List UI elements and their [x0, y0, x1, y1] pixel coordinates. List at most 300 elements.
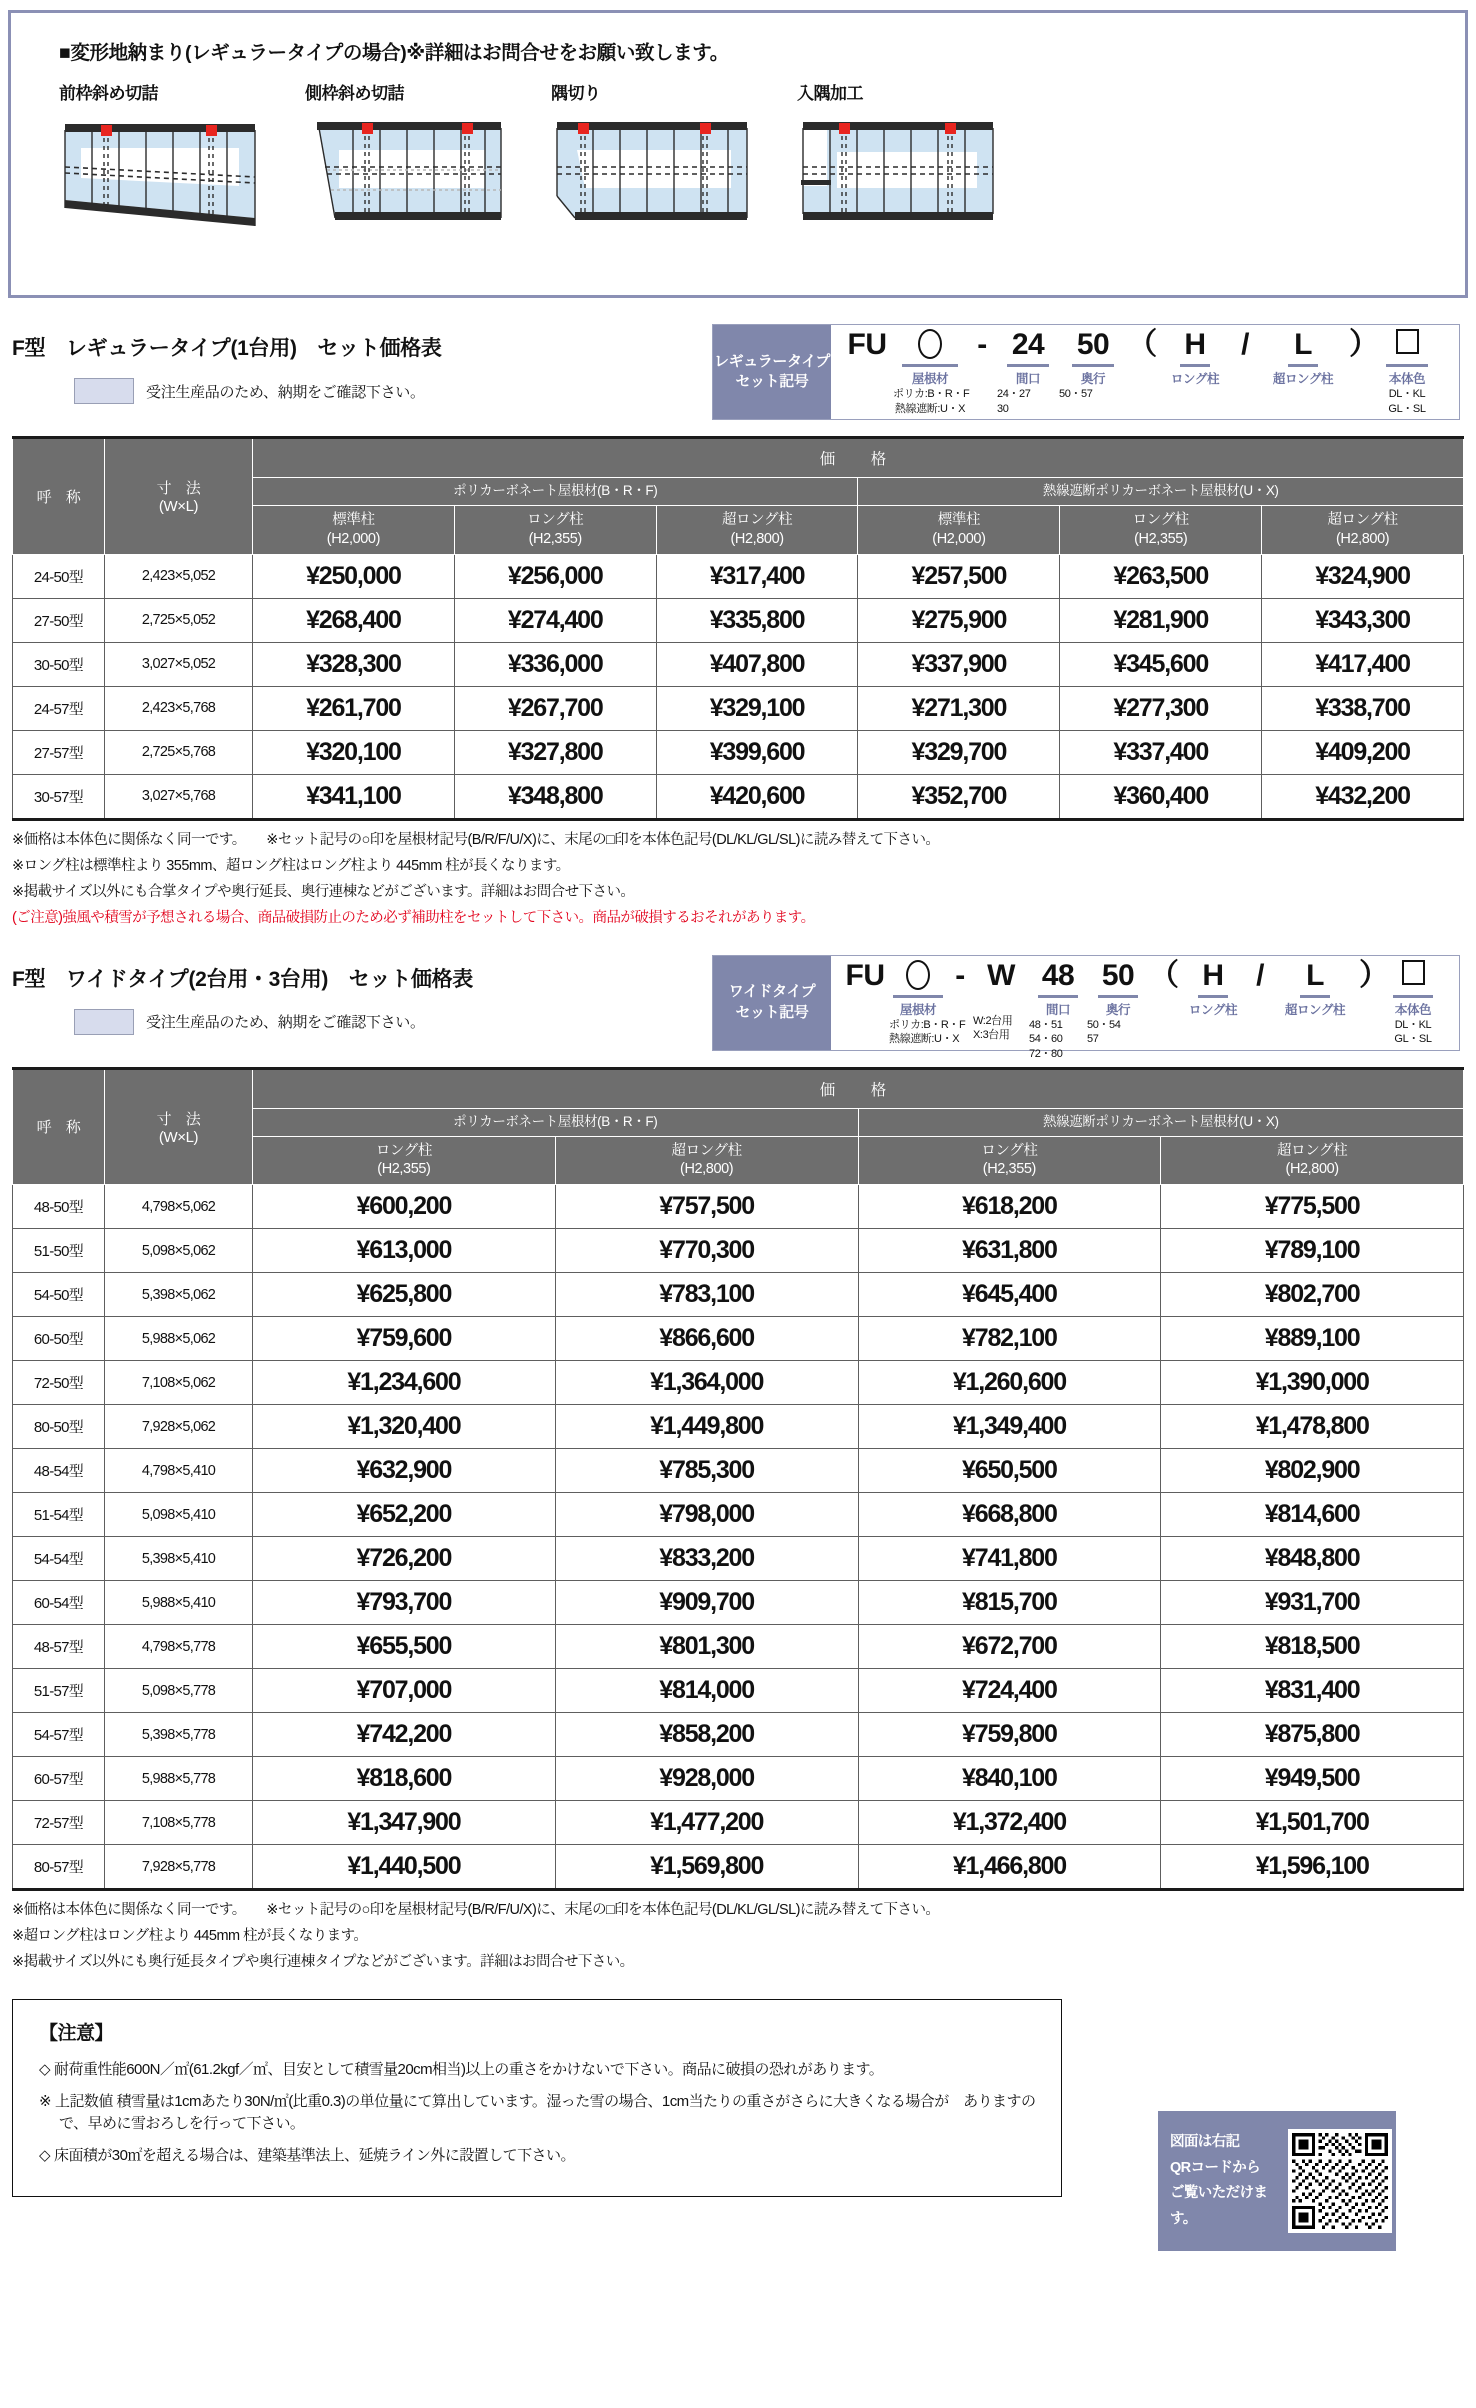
setcode-prefix-col: [841, 329, 893, 363]
th-col-label: 標準柱: [332, 511, 375, 528]
row-price-cell: ¥1,501,700: [1161, 1801, 1464, 1845]
setcode-w-letter: W: [987, 958, 1015, 992]
row-price-cell: ¥1,260,600: [858, 1361, 1161, 1405]
row-price-cell: ¥1,372,400: [858, 1801, 1161, 1845]
setcode-prefix: FU: [845, 958, 885, 992]
table-row: [13, 686, 1464, 730]
setcode-dash: -: [955, 958, 965, 992]
table-row: [13, 774, 1464, 819]
wide-price-table: [12, 1067, 1464, 1892]
setcode-paren-open-col: [1149, 960, 1177, 994]
setcode-long-col: [1157, 329, 1233, 387]
setcode-w-sub1: W:2台用: [973, 1014, 1013, 1027]
row-price-cell: ¥889,100: [1161, 1317, 1464, 1361]
row-model-name: 54-57型: [13, 1713, 105, 1757]
row-price-cell: ¥250,000: [253, 554, 455, 598]
row-price-cell: ¥672,700: [858, 1625, 1161, 1669]
row-price-cell: ¥757,500: [555, 1185, 858, 1229]
th-col-height: (H2,800): [1285, 1161, 1339, 1178]
row-price-cell: ¥724,400: [858, 1669, 1161, 1713]
diagram-label: 側枠斜め切詰: [305, 84, 404, 103]
setcode-w-col: [973, 960, 1029, 1044]
row-dimensions: 2,725×5,768: [105, 730, 253, 774]
row-price-cell: ¥257,500: [858, 554, 1060, 598]
row-price-cell: ¥949,500: [1161, 1757, 1464, 1801]
row-price-cell: ¥328,300: [253, 642, 455, 686]
setcode-color-square: [1375, 329, 1439, 363]
note-line: ※ロング柱は標準柱より 355mm、超ロング柱はロング柱より 445mm 柱が長くなります。: [12, 857, 570, 874]
diagram-label: 入隅加工: [797, 84, 863, 103]
row-model-name: 48-54型: [13, 1449, 105, 1493]
qr-line3: ご覧いただけます。: [1170, 2185, 1268, 2227]
regular-table-body: [13, 554, 1464, 819]
wide-notes: [12, 1900, 1464, 1973]
wide-setcode-box: [712, 955, 1460, 1061]
qr-code-icon[interactable]: [1288, 2129, 1392, 2233]
row-dimensions: 7,928×5,062: [105, 1405, 253, 1449]
th-col-5: [1262, 505, 1464, 554]
row-price-cell: ¥324,900: [1262, 554, 1464, 598]
row-dimensions: 3,027×5,052: [105, 642, 253, 686]
th-dim-line1: 寸 法: [156, 1110, 201, 1128]
caution-bullet: ◇: [39, 2146, 50, 2164]
table-row: [13, 730, 1464, 774]
setcode-tag-line2: セット記号: [735, 1003, 809, 1021]
row-price-cell: ¥268,400: [253, 598, 455, 642]
table-row: [13, 642, 1464, 686]
qr-text: [1170, 2130, 1288, 2232]
row-model-name: 60-54型: [13, 1581, 105, 1625]
setcode-superlong-label: 超ロング柱: [1284, 1002, 1346, 1017]
row-price-cell: ¥782,100: [858, 1317, 1161, 1361]
setcode-superlong-col: [1257, 329, 1349, 387]
th-name: 呼 称: [13, 1068, 105, 1185]
row-price-cell: ¥277,300: [1060, 686, 1262, 730]
note-line: ※超ロング柱はロング柱より 445mm 柱が長くなります。: [12, 1928, 368, 1945]
regular-section-title: F型 レギュラータイプ(1台用) セット価格表: [12, 337, 442, 360]
th-col-1: [555, 1136, 858, 1185]
table-row: [13, 1625, 1464, 1669]
th-col-label: 標準柱: [937, 511, 981, 528]
note-line: ※価格は本体色に関係なく同一です。 ※セット記号の○印を屋根材記号(B/R/F/U/X)に、末尾の□印を本体色記号(DL/KL/GL/SL)に読み替えて下さい。: [12, 1902, 940, 1919]
caution-box: [12, 1999, 1062, 2197]
setcode-maguchi-value: 24: [1011, 328, 1045, 361]
row-price-cell: ¥256,000: [454, 554, 656, 598]
setcode-paren-open: （: [1149, 958, 1179, 992]
wide-section-title: F型 ワイドタイプ(2台用・3台用) セット価格表: [12, 967, 473, 991]
caution-title: 【注意】: [39, 2023, 114, 2045]
row-price-cell: ¥338,700: [1262, 686, 1464, 730]
row-price-cell: ¥833,200: [555, 1537, 858, 1581]
setcode-color-label: 本体色: [1388, 372, 1426, 386]
row-price-cell: ¥866,600: [555, 1317, 858, 1361]
bottom-area: [12, 1999, 1464, 2251]
caution-bullet: ※: [39, 2092, 52, 2110]
th-col-3: [1161, 1136, 1464, 1185]
setcode-roof-col: [893, 329, 970, 417]
setcode-color-square: [1383, 960, 1443, 994]
row-price-cell: ¥928,000: [555, 1757, 858, 1801]
row-model-name: 51-50型: [13, 1229, 105, 1273]
setcode-color-sub2: GL・SL: [1394, 1033, 1432, 1046]
setcode-tag-line1: ワイドタイプ: [728, 983, 816, 1001]
row-price-cell: ¥348,800: [454, 774, 656, 819]
regular-setcode-box: [712, 324, 1460, 420]
setcode-roof-sub1: ポリカ:B・R・F: [893, 388, 970, 400]
row-price-cell: ¥281,900: [1060, 598, 1262, 642]
regular-legend: [74, 378, 712, 404]
row-model-name: 80-50型: [13, 1405, 105, 1449]
row-price-cell: ¥274,400: [454, 598, 656, 642]
th-dim: [105, 1068, 253, 1185]
note-line: ※掲載サイズ以外にも合掌タイプや奥行延長、奥行連棟などがございます。詳細はお問合せ下さい。: [12, 883, 635, 900]
th-dim-line1: 寸 法: [156, 480, 201, 498]
row-price-cell: ¥271,300: [858, 686, 1060, 730]
setcode-rule: [1038, 995, 1078, 998]
qr-line2: QRコードから: [1170, 2159, 1261, 2176]
row-price-cell: ¥650,500: [858, 1449, 1161, 1493]
setcode-okuyuki-sub2: 57: [1087, 1033, 1099, 1046]
setcode-tag-line1: レギュラータイプ: [713, 352, 831, 370]
made-to-order-swatch: [74, 378, 134, 404]
table-row: [13, 1185, 1464, 1229]
row-price-cell: ¥341,100: [253, 774, 455, 819]
square-placeholder-icon: [1396, 329, 1419, 354]
diagram-item-front-frame-diagonal: [59, 79, 305, 243]
table-row: [13, 1801, 1464, 1845]
setcode-long-col: [1177, 960, 1249, 1018]
th-price-group: 価 格: [253, 438, 1464, 478]
setcode-superlong-col: [1271, 960, 1359, 1018]
setcode-dash-col: [967, 329, 997, 363]
setcode-okuyuki-col: [1087, 960, 1149, 1048]
row-price-cell: ¥848,800: [1161, 1537, 1464, 1581]
th-group-heat: 熱線遮断ポリカーボネート屋根材(U・X): [858, 478, 1464, 506]
setcode-h-value: H: [1184, 328, 1206, 361]
row-price-cell: ¥909,700: [555, 1581, 858, 1625]
row-price-cell: ¥793,700: [253, 1581, 556, 1625]
setcode-okuyuki-sub1: 50・57: [1059, 388, 1093, 400]
row-price-cell: ¥1,347,900: [253, 1801, 556, 1845]
setcode-roof-label: 屋根材: [911, 372, 949, 386]
qr-block[interactable]: [1158, 2111, 1396, 2251]
circle-placeholder-icon: [918, 329, 942, 359]
setcode-maguchi-col: [997, 329, 1059, 417]
catalog-page: [0, 10, 1476, 2261]
diagram-list: [59, 79, 1447, 243]
th-col-label: ロング柱: [527, 511, 584, 528]
row-model-name: 51-54型: [13, 1493, 105, 1537]
row-price-cell: ¥343,300: [1262, 598, 1464, 642]
setcode-paren-close: ）: [1359, 958, 1389, 992]
setcode-maguchi-value: 48: [1041, 958, 1075, 992]
row-price-cell: ¥775,500: [1161, 1185, 1464, 1229]
th-col-label: ロング柱: [375, 1142, 432, 1159]
row-price-cell: ¥275,900: [858, 598, 1060, 642]
row-model-name: 30-57型: [13, 774, 105, 819]
th-col-label: ロング柱: [1132, 511, 1189, 528]
setcode-w-spacer: [973, 1000, 1029, 1014]
setcode-prefix-col: [841, 960, 889, 994]
row-dimensions: 5,098×5,410: [105, 1493, 253, 1537]
row-dimensions: 7,928×5,778: [105, 1845, 253, 1890]
row-price-cell: ¥742,200: [253, 1713, 556, 1757]
row-price-cell: ¥818,500: [1161, 1625, 1464, 1669]
row-model-name: 54-50型: [13, 1273, 105, 1317]
table-row: [13, 1581, 1464, 1625]
setcode-rule: [1393, 995, 1433, 998]
row-price-cell: ¥1,449,800: [555, 1405, 858, 1449]
row-dimensions: 4,798×5,778: [105, 1625, 253, 1669]
setcode-l-value: L: [1306, 958, 1324, 992]
row-model-name: 48-50型: [13, 1185, 105, 1229]
table-row: [13, 1757, 1464, 1801]
setcode-rule: [902, 364, 958, 367]
row-price-cell: ¥263,500: [1060, 554, 1262, 598]
row-price-cell: ¥613,000: [253, 1229, 556, 1273]
setcode-roof-circle: [893, 329, 967, 363]
row-price-cell: ¥337,900: [858, 642, 1060, 686]
table-row: [13, 1273, 1464, 1317]
caution-bullet: ◇: [39, 2061, 50, 2079]
row-dimensions: 5,098×5,778: [105, 1669, 253, 1713]
table-row: [13, 1669, 1464, 1713]
qr-code-svg: [1292, 2133, 1388, 2229]
row-price-cell: ¥1,478,800: [1161, 1405, 1464, 1449]
regular-section-left: [12, 324, 712, 404]
row-dimensions: 5,988×5,062: [105, 1317, 253, 1361]
setcode-maguchi-sub3: 72・80: [1029, 1048, 1063, 1061]
setcode-roof-sub2: 熱線遮断:U・X: [889, 1033, 960, 1046]
setcode-rule: [1007, 364, 1049, 367]
table-row: [13, 1845, 1464, 1890]
row-model-name: 72-50型: [13, 1361, 105, 1405]
row-price-cell: ¥360,400: [1060, 774, 1262, 819]
diagram-item-corner-cut: [551, 79, 797, 243]
setcode-slash: /: [1241, 328, 1249, 361]
row-model-name: 72-57型: [13, 1801, 105, 1845]
setcode-long-label: ロング柱: [1188, 1002, 1238, 1017]
wide-setcode-body: [831, 956, 1459, 1061]
setcode-color-col: [1375, 329, 1439, 417]
th-col-2: [858, 1136, 1161, 1185]
th-col-0: [253, 505, 455, 554]
row-model-name: 80-57型: [13, 1845, 105, 1890]
carport-plan-side-diagonal-icon: [305, 112, 505, 238]
setcode-okuyuki-value: 50: [1101, 958, 1135, 992]
setcode-roof-label: 屋根材: [899, 1002, 937, 1017]
table-row: [13, 1537, 1464, 1581]
row-dimensions: 2,423×5,768: [105, 686, 253, 730]
th-col-height: (H2,355): [1134, 530, 1188, 547]
row-price-cell: ¥741,800: [858, 1537, 1161, 1581]
row-price-cell: ¥652,200: [253, 1493, 556, 1537]
setcode-prefix: FU: [847, 328, 887, 361]
carport-plan-front-diagonal-icon: [59, 112, 259, 238]
row-price-cell: ¥798,000: [555, 1493, 858, 1537]
row-price-cell: ¥789,100: [1161, 1229, 1464, 1273]
setcode-roof-circle: [889, 960, 947, 994]
row-dimensions: 5,398×5,062: [105, 1273, 253, 1317]
th-col-label: 超ロング柱: [721, 511, 793, 528]
th-group-poly: ポリカーボネート屋根材(B・R・F): [253, 1108, 859, 1136]
table-row: [13, 1361, 1464, 1405]
row-dimensions: 2,725×5,052: [105, 598, 253, 642]
row-price-cell: ¥783,100: [555, 1273, 858, 1317]
row-model-name: 54-54型: [13, 1537, 105, 1581]
setcode-tag-line2: セット記号: [735, 373, 809, 390]
caution-line: ※ 上記数値 積雪量は1cmあたり30N/㎡(比重0.3)の単位量にて算出しています。湿った雪の場合、1cm当たりの重さがさらに大きくなる場合が ありますので、早めに雪おろしを行って下さい。: [39, 2092, 1036, 2133]
th-col-label: 超ロング柱: [1327, 511, 1398, 528]
table-row: [13, 1229, 1464, 1273]
row-dimensions: 4,798×5,410: [105, 1449, 253, 1493]
row-price-cell: ¥1,466,800: [858, 1845, 1161, 1890]
row-price-cell: ¥858,200: [555, 1713, 858, 1757]
setcode-rule: [1386, 364, 1428, 367]
row-price-cell: ¥1,320,400: [253, 1405, 556, 1449]
th-dim-line2: (W×L): [158, 1128, 199, 1146]
th-col-3: [858, 505, 1060, 554]
setcode-okuyuki-col: [1059, 329, 1127, 402]
row-dimensions: 5,398×5,410: [105, 1537, 253, 1581]
row-price-cell: ¥802,900: [1161, 1449, 1464, 1493]
regular-notes: [12, 830, 1464, 929]
row-price-cell: ¥1,596,100: [1161, 1845, 1464, 1890]
setcode-dash: -: [977, 328, 987, 361]
regular-price-table: [12, 436, 1464, 821]
th-col-height: (H2,355): [982, 1161, 1036, 1178]
circle-placeholder-icon: [906, 960, 930, 990]
setcode-roof-col: [889, 960, 966, 1048]
table-row: [13, 554, 1464, 598]
setcode-color-sub2: GL・SL: [1388, 402, 1426, 415]
row-price-cell: ¥327,800: [454, 730, 656, 774]
carport-plan-corner-cut-icon: [551, 112, 751, 238]
table-row: [13, 1449, 1464, 1493]
row-price-cell: ¥420,600: [656, 774, 858, 819]
row-price-cell: ¥655,500: [253, 1625, 556, 1669]
row-price-cell: ¥417,400: [1262, 642, 1464, 686]
diagram-panel-heading: ■変形地納まり(レギュラータイプの場合)※詳細はお問合せをお願い致します。: [59, 42, 729, 64]
setcode-rule: [1180, 364, 1210, 367]
row-price-cell: ¥815,700: [858, 1581, 1161, 1625]
row-price-cell: ¥875,800: [1161, 1713, 1464, 1757]
setcode-w-sub2: X:3台用: [973, 1029, 1010, 1042]
row-price-cell: ¥345,600: [1060, 642, 1262, 686]
th-col-height: (H2,000): [326, 530, 381, 547]
setcode-h-value: H: [1202, 958, 1224, 992]
setcode-roof-sub2: 熱線遮断:U・X: [894, 402, 966, 415]
setcode-long-label: ロング柱: [1170, 372, 1220, 386]
row-price-cell: ¥931,700: [1161, 1581, 1464, 1625]
row-price-cell: ¥759,600: [253, 1317, 556, 1361]
diagram-item-inner-corner: [797, 79, 1043, 243]
regular-setcode-body: [831, 325, 1459, 419]
row-price-cell: ¥407,800: [656, 642, 858, 686]
made-to-order-note: 受注生産品のため、納期をご確認下さい。: [146, 1014, 425, 1032]
row-price-cell: ¥1,349,400: [858, 1405, 1161, 1449]
caution-line: ◇ 床面積が30㎡を超える場合は、建築基準法上、延焼ライン外に設置して下さい。: [39, 2146, 575, 2164]
setcode-paren-close: ）: [1349, 328, 1379, 361]
row-price-cell: ¥831,400: [1161, 1669, 1464, 1713]
row-dimensions: 2,423×5,052: [105, 554, 253, 598]
setcode-paren-close-col: [1349, 328, 1379, 363]
setcode-dash-col: [947, 960, 973, 994]
row-dimensions: 5,988×5,410: [105, 1581, 253, 1625]
row-price-cell: ¥814,600: [1161, 1493, 1464, 1537]
setcode-slash-col: [1249, 960, 1271, 994]
table-row: [13, 1317, 1464, 1361]
row-dimensions: 5,988×5,778: [105, 1757, 253, 1801]
row-price-cell: ¥668,800: [858, 1493, 1161, 1537]
th-col-label: 超ロング柱: [671, 1142, 742, 1159]
setcode-color-label: 本体色: [1394, 1002, 1432, 1017]
setcode-slash: /: [1256, 958, 1264, 992]
setcode-slash-col: [1233, 329, 1257, 363]
setcode-maguchi-label: 間口: [1015, 372, 1041, 386]
th-col-1: [454, 505, 656, 554]
setcode-paren-open: （: [1127, 328, 1157, 361]
row-dimensions: 7,108×5,778: [105, 1801, 253, 1845]
th-dim-line2: (W×L): [158, 498, 199, 516]
setcode-maguchi-sub2: 30: [997, 402, 1009, 415]
setcode-color-col: [1383, 960, 1443, 1048]
setcode-paren-close-col: [1359, 958, 1389, 994]
row-price-cell: ¥399,600: [656, 730, 858, 774]
caution-line: ◇ 耐荷重性能600N／㎡(61.2kgf／㎡、目安として積雪量20cm相当)以上の重さをかけないで下さい。商品に破損の恐れがあります。: [39, 2061, 884, 2079]
row-price-cell: ¥432,200: [1262, 774, 1464, 819]
setcode-okuyuki-label: 奥行: [1080, 372, 1106, 386]
table-row: [13, 598, 1464, 642]
row-dimensions: 7,108×5,062: [105, 1361, 253, 1405]
made-to-order-swatch: [74, 1009, 134, 1035]
th-name: 呼 称: [13, 438, 105, 555]
row-price-cell: ¥618,200: [858, 1185, 1161, 1229]
th-col-height: (H2,000): [932, 530, 986, 547]
row-price-cell: ¥818,600: [253, 1757, 556, 1801]
diagram-item-side-frame-diagonal: [305, 79, 551, 243]
th-col-0: [253, 1136, 556, 1185]
row-price-cell: ¥1,234,600: [253, 1361, 556, 1405]
row-price-cell: ¥409,200: [1262, 730, 1464, 774]
row-model-name: 27-57型: [13, 730, 105, 774]
note-line: ※掲載サイズ以外にも奥行延長タイプや奥行連棟タイプなどがございます。詳細はお問合せ下さい。: [12, 1954, 634, 1971]
row-price-cell: ¥320,100: [253, 730, 455, 774]
th-col-height: (H2,355): [377, 1161, 431, 1178]
th-dim: [105, 438, 253, 555]
note-line: ※価格は本体色に関係なく同一です。 ※セット記号の○印を屋根材記号(B/R/F/U/X)に、末尾の□印を本体色記号(DL/KL/GL/SL)に読み替えて下さい。: [12, 831, 940, 848]
th-col-height: (H2,355): [528, 530, 582, 547]
row-price-cell: ¥802,700: [1161, 1273, 1464, 1317]
row-price-cell: ¥631,800: [858, 1229, 1161, 1273]
regular-setcode-line: [841, 329, 1453, 417]
row-price-cell: ¥261,700: [253, 686, 455, 730]
setcode-l-value: L: [1294, 328, 1312, 361]
row-price-cell: ¥801,300: [555, 1625, 858, 1669]
diagram-label: 前枠斜め切詰: [59, 84, 158, 103]
wide-section-left: [12, 955, 712, 1035]
row-price-cell: ¥329,700: [858, 730, 1060, 774]
row-price-cell: ¥726,200: [253, 1537, 556, 1581]
wide-table-body: [13, 1185, 1464, 1890]
row-price-cell: ¥759,800: [858, 1713, 1161, 1757]
row-price-cell: ¥632,900: [253, 1449, 556, 1493]
qr-line1: 図面は右記: [1170, 2134, 1240, 2151]
table-row: [13, 1713, 1464, 1757]
diagram-label: 隅切り: [551, 84, 601, 103]
row-dimensions: 3,027×5,768: [105, 774, 253, 819]
row-price-cell: ¥267,700: [454, 686, 656, 730]
